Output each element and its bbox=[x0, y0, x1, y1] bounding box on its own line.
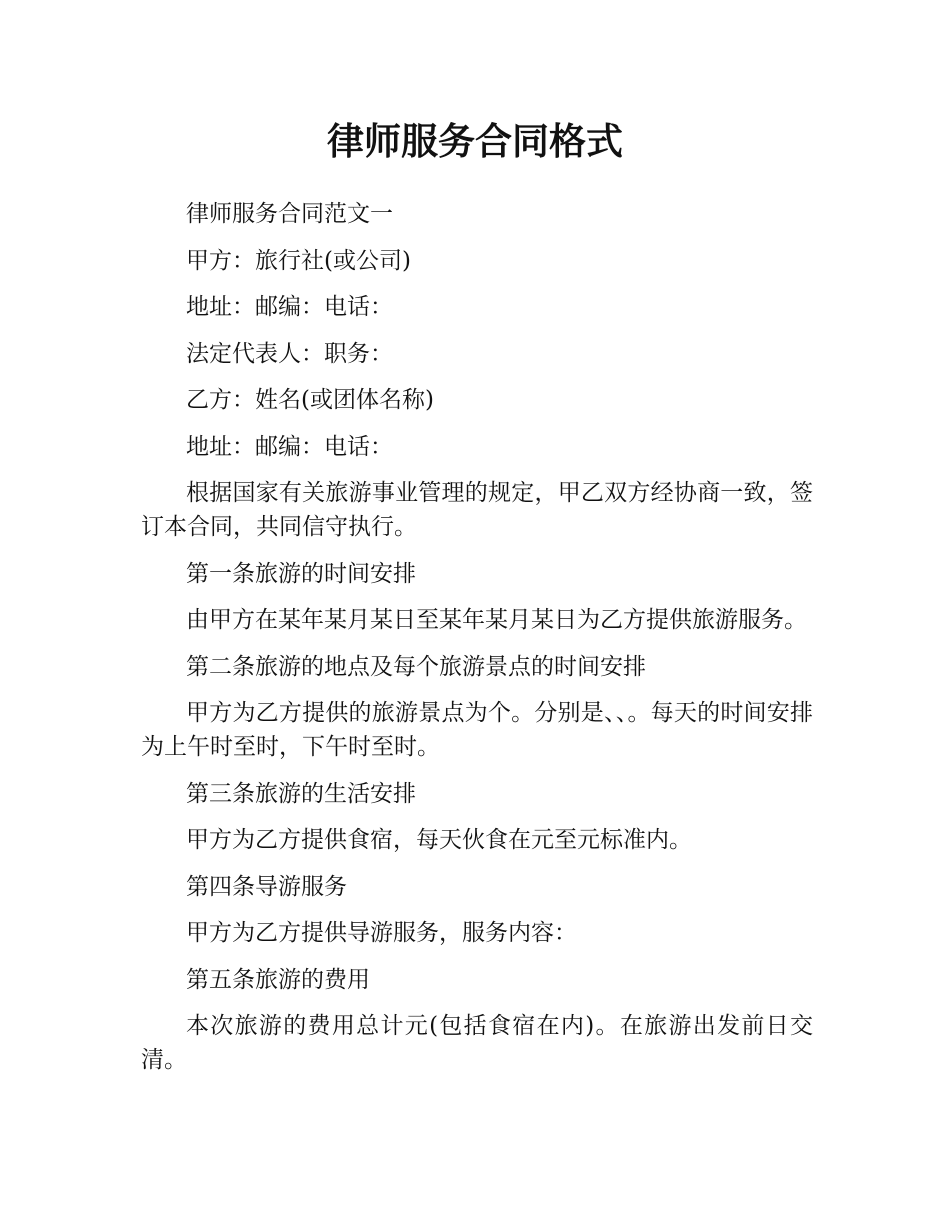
paragraph-party-b-address: 地址：邮编：电话： bbox=[186, 433, 393, 460]
paragraph-party-a: 甲方：旅行社(或公司) bbox=[186, 247, 411, 274]
document-body bbox=[141, 197, 813, 1090]
paragraph-article-4-body: 甲方为乙方提供导游服务，服务内容： bbox=[186, 920, 577, 946]
paragraph-heading-sample: 律师服务合同范文一 bbox=[186, 201, 393, 227]
paragraph-article-4-heading: 第四条导游服务 bbox=[186, 873, 347, 900]
paragraph-party-a-address: 地址：邮编：电话： bbox=[186, 294, 393, 320]
paragraph-article-2-heading: 第二条旅游的地点及每个旅游景点的时间安排 bbox=[186, 653, 646, 680]
paragraph-preamble: 根据国家有关旅游事业管理的规定，甲乙双方经协商一致，签订本合同，共同信守执行。 bbox=[141, 480, 813, 540]
document-title: 律师服务合同格式 bbox=[327, 120, 623, 163]
paragraph-article-1-body: 由甲方在某年某月某日至某年某月某日为乙方提供旅游服务。 bbox=[186, 607, 807, 633]
paragraph-legal-representative: 法定代表人：职务： bbox=[186, 340, 393, 367]
paragraph-article-1-heading: 第一条旅游的时间安排 bbox=[186, 560, 416, 587]
paragraph-article-3-body: 甲方为乙方提供食宿，每天伙食在元至元标准内。 bbox=[186, 827, 692, 853]
paragraph-party-b: 乙方：姓名(或团体名称) bbox=[186, 387, 434, 413]
paragraph-article-5-body: 本次旅游的费用总计元(包括食宿在内)。在旅游出发前日交清。 bbox=[141, 1013, 813, 1073]
paragraph-article-2-body: 甲方为乙方提供的旅游景点为个。分别是、、。每天的时间安排为上午时至时，下午时至时。 bbox=[141, 700, 813, 760]
paragraph-article-3-heading: 第三条旅游的生活安排 bbox=[186, 780, 416, 807]
paragraph-article-5-heading: 第五条旅游的费用 bbox=[186, 966, 370, 993]
